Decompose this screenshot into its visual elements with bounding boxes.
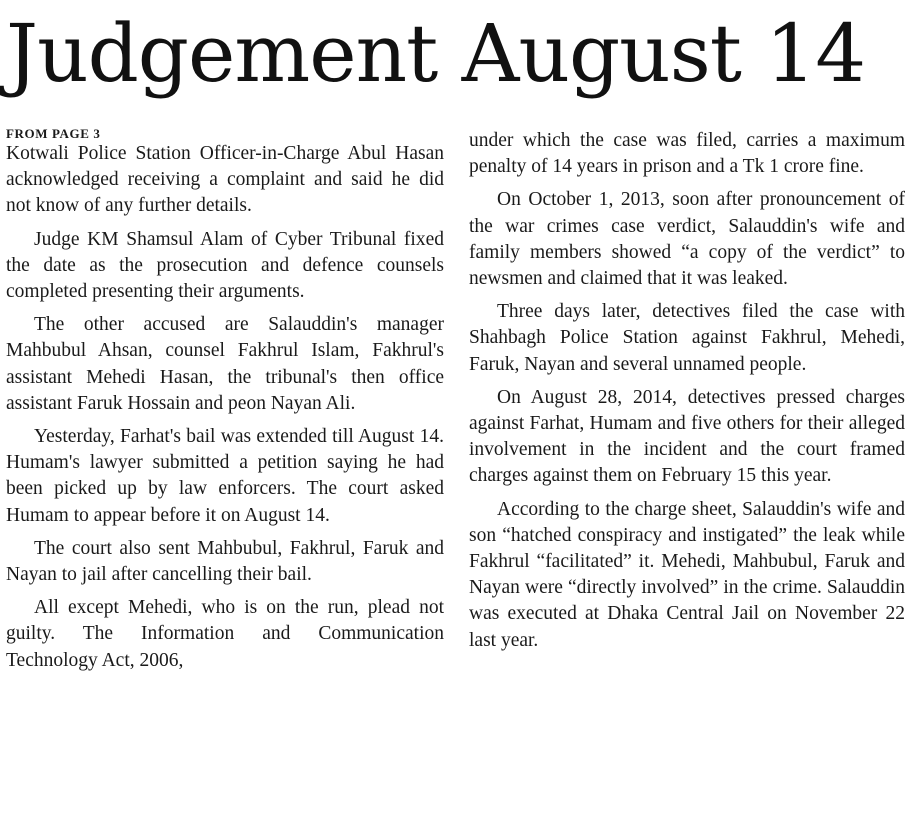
jump-line: FROM PAGE 3 [6, 126, 101, 141]
article-column-right [469, 128, 905, 661]
article-paragraph: The other accused are Salauddin's manager Mahbubul Ahsan, counsel Fakhrul Islam, Fakhrul's assistant Mehedi Hasan, the tribunal's then office assistant Faruk Hossain and peon Nayan Ali. [6, 314, 444, 414]
article-paragraph: The court also sent Mahbubul, Fakhrul, Faruk and Nayan to jail after cancelling their bail. [6, 537, 444, 586]
article-paragraph: On August 28, 2014, detectives pressed charges against Farhat, Humam and five others for their alleged involvement in the incident and the court framed charges against them on February 15 this year. [469, 386, 905, 487]
headline: Judgement August 14 [6, 7, 866, 100]
article-paragraph: Three days later, detectives filed the case with Shahbagh Police Station against Fakhrul, Mehedi, Faruk, Nayan and several unnamed people. [469, 301, 905, 375]
article-paragraph: Kotwali Police Station Officer-in-Charge Abul Hasan acknowledged receiving a complaint and said he did not know of any further details. [6, 143, 444, 217]
article-paragraph: According to the charge sheet, Salauddin's wife and son “hatched conspiracy and instigated” the leak while Fakhrul “facilitated” it. Mehedi, Mahbubul, Faruk and Nayan were “directly involved” in the crime. Salauddin was executed at Dhaka Central Jail on November 22 last year. [469, 498, 905, 651]
article-paragraph: under which the case was filed, carries a maximum penalty of 14 years in prison and a Tk 1 crore fine. [469, 130, 905, 178]
article-paragraph: Judge KM Shamsul Alam of Cyber Tribunal fixed the date as the prosecution and defence counsels completed presenting their arguments. [6, 228, 444, 303]
article-paragraph: All except Mehedi, who is on the run, plead not guilty. The Information and Communication Technology Act, 2006, [6, 597, 444, 671]
article-paragraph: Yesterday, Farhat's bail was extended till August 14. Humam's lawyer submitted a petition saying he had been picked up by law enforcers. The court asked Humam to appear before it on August 14. [6, 426, 444, 526]
article-paragraph: On October 1, 2013, soon after pronouncement of the war crimes case verdict, Salauddin's wife and family members showed “a copy of the verdict” to newsmen and claimed that it was leaked. [469, 189, 905, 290]
article-column-left [6, 124, 444, 681]
